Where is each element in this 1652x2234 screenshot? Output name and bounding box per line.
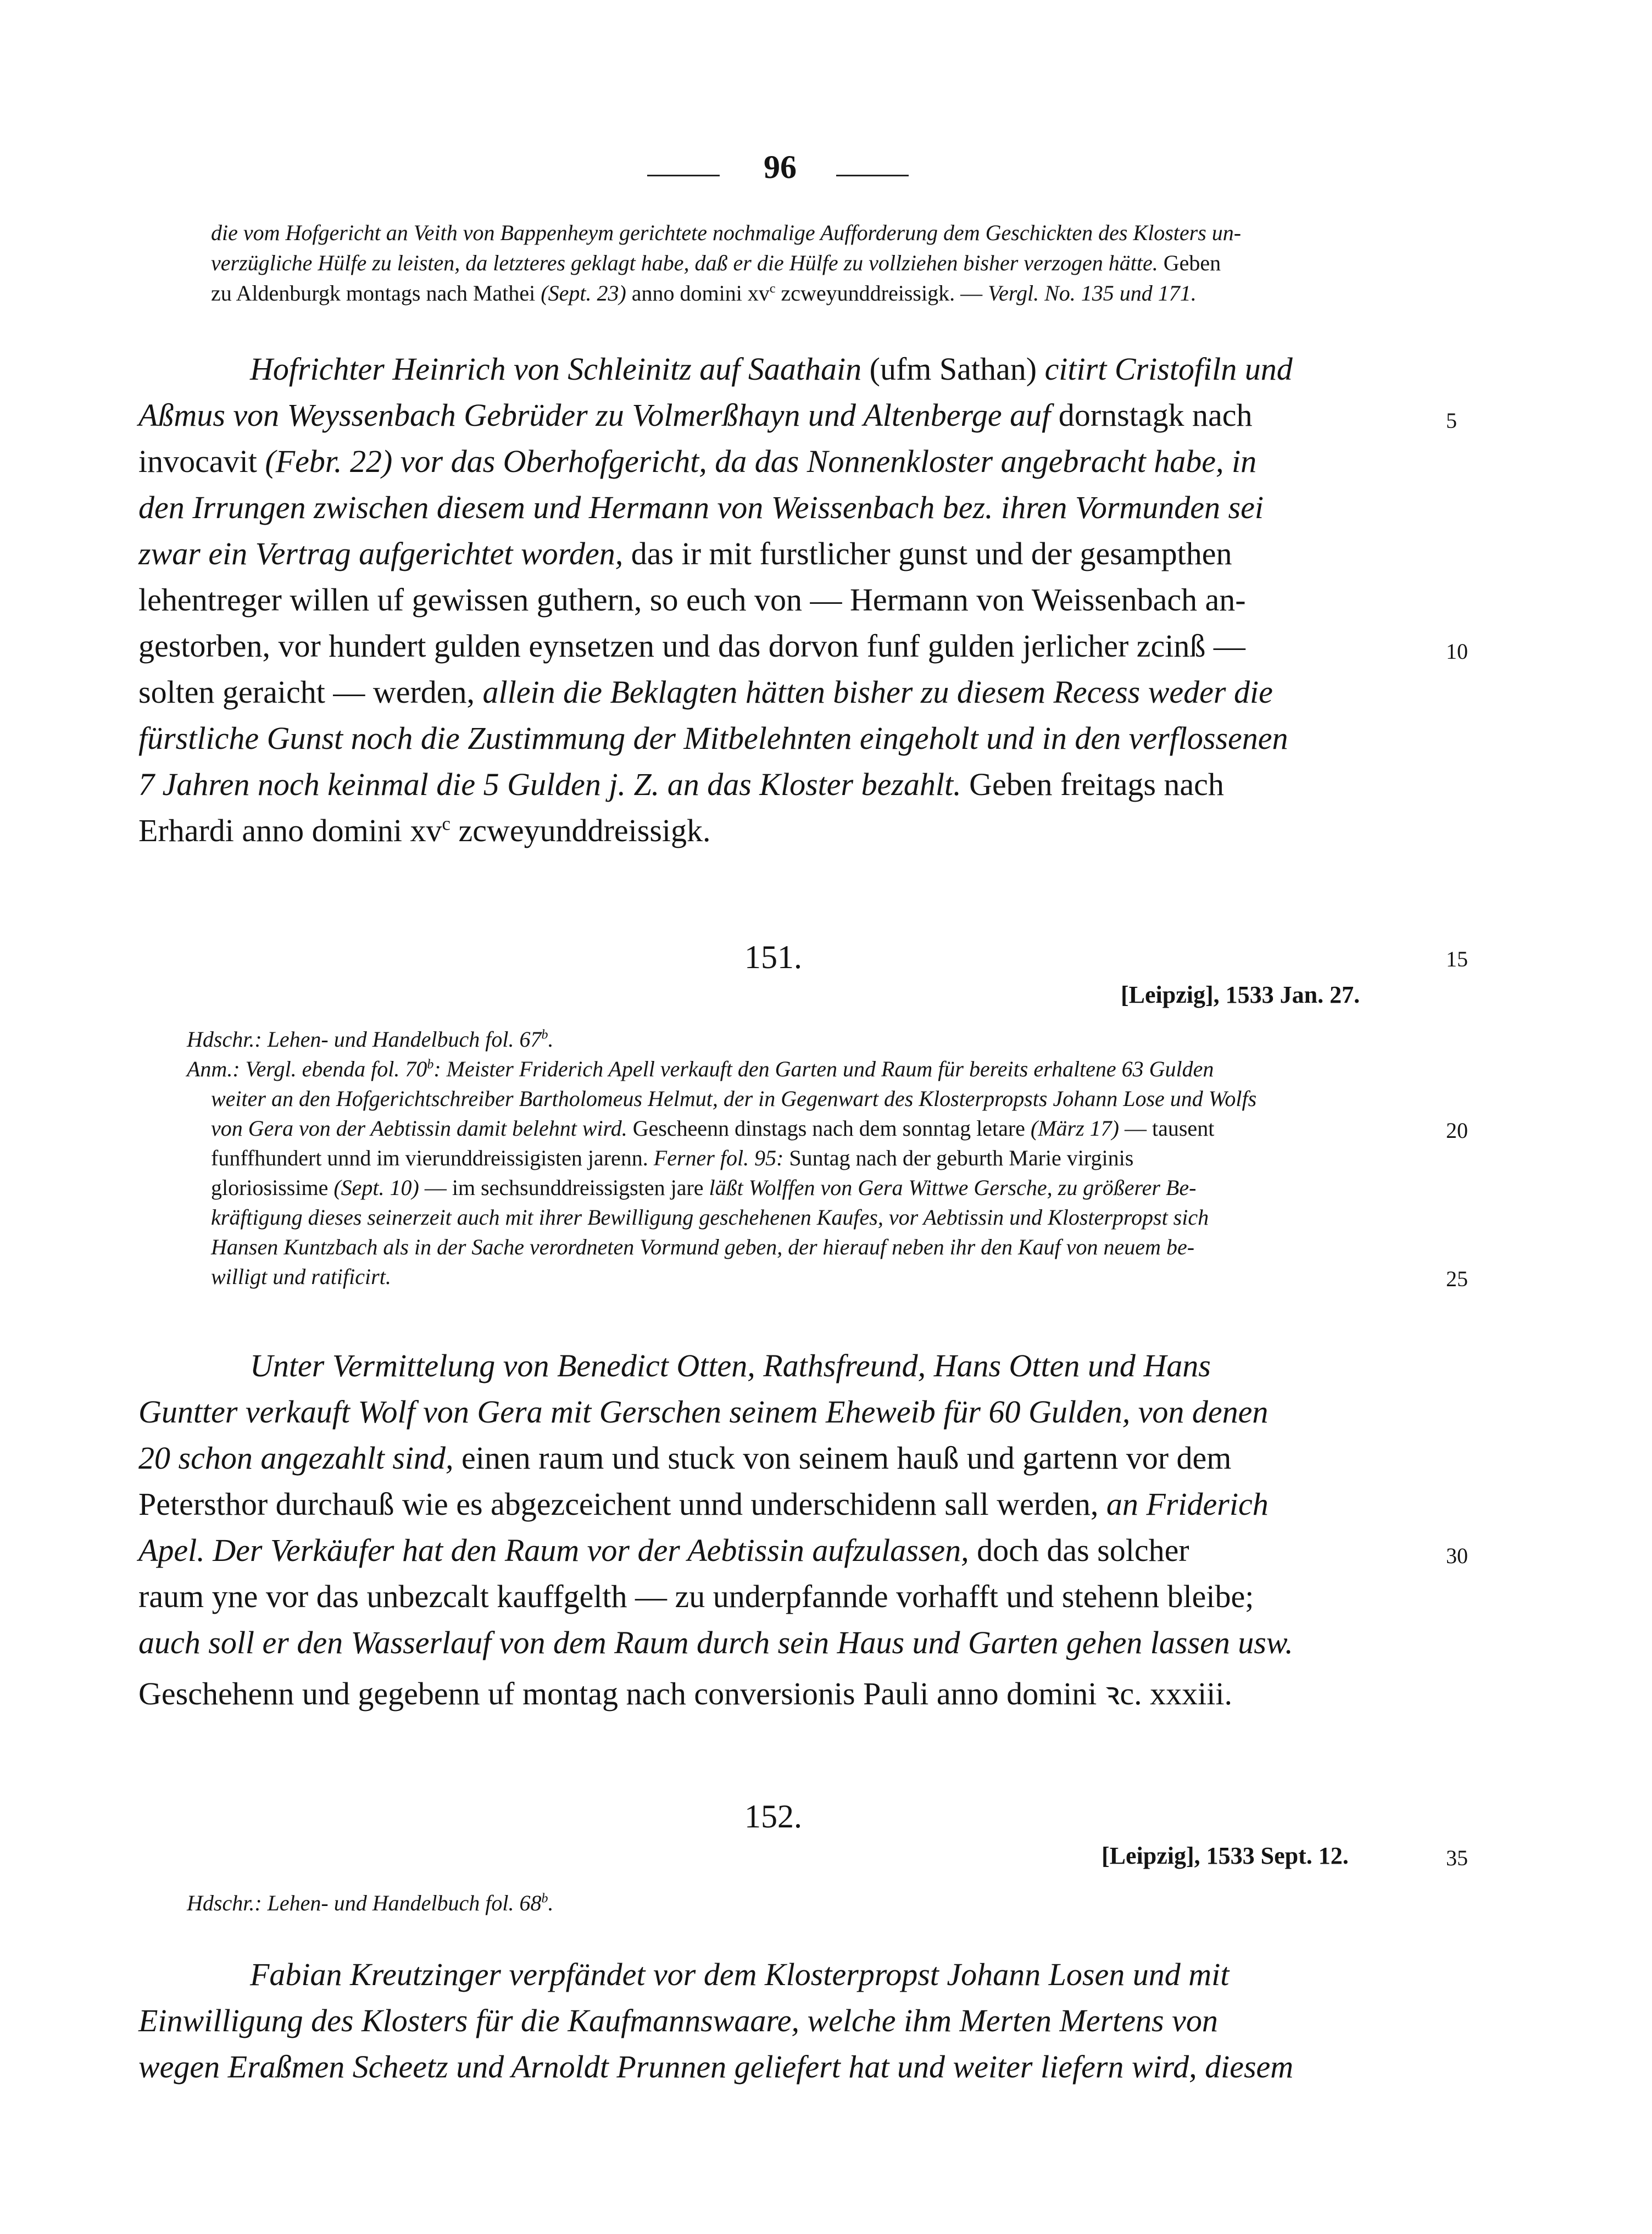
text-line [138,489,1264,526]
text-run: funffhundert unnd im vierunddreissigisten jarenn. [211,1146,654,1170]
text-run: (Febr. 22) vor das Oberhofgericht, da das Nonnenkloster angebracht habe, in [265,443,1257,479]
manuscript-note [187,1890,553,1916]
text-run: verzügliche Hülfe zu leisten, da letzteres geklagt habe, daß er die Hülfe zu vollziehen bisher verzogen hätte. [211,251,1158,275]
text-line [138,1532,1189,1569]
text-run: Guntter verkauft Wolf von Gera mit Gerschen seinem Eheweib für 60 Gulden, von denen [138,1394,1269,1430]
text-run: b [541,1027,548,1042]
text-run: (Sept. 10) [333,1175,419,1200]
text-run: . [548,1027,554,1052]
annotation-line [211,1204,1209,1230]
text-run: 7 Jahren noch keinmal die 5 Gulden j. Z. an das Kloster bezahlt. [138,766,961,802]
text-line [138,581,1246,618]
text-line [138,397,1252,434]
text-run: doch das solcher [969,1532,1189,1568]
text-run: Vergl. No. 135 und 171. [988,281,1197,305]
line-number-25: 25 [1446,1266,1468,1291]
text-run: weiter an den Hofgerichtschreiber Bartholomeus Helmut, der in Gegenwart des Klosterpropsts Johann Lose und Wolfs [211,1086,1257,1111]
header-rule-right [836,175,909,176]
text-run: Hdschr.: Lehen- und Handelbuch fol. 67 [187,1027,542,1052]
text-line [138,812,711,849]
place-date: [Leipzig], 1533 Jan. 27. [1121,981,1360,1008]
line-number-10: 10 [1446,639,1468,664]
text-run: gloriosissime [211,1175,334,1200]
text-line [211,280,1197,306]
annotation-line [211,1145,1133,1171]
text-run: willigt und ratificirt. [211,1264,391,1289]
text-run: — tausent [1119,1116,1215,1141]
line-number-15: 15 [1446,947,1468,971]
text-run: (ufm Sathan) [861,351,1045,387]
text-line [138,2048,1293,2085]
text-run: zcweyunddreissigk. [450,813,711,848]
text-run: Geben [1158,251,1221,275]
text-run: lehentreger willen uf gewissen guthern, so euch von — Hermann von Weissenbach an- [138,582,1246,618]
text-run: allein die Beklagten hätten bisher zu diesem Recess weder die [482,674,1273,710]
line-number-5: 5 [1446,408,1457,433]
annotation-line [211,1175,1196,1201]
text-run: raum yne vor das unbezcalt kauffgelth — zu underpfannde vorhafft und stehenn bleibe; [138,1579,1254,1614]
line-number-20: 20 [1446,1118,1468,1143]
header-rule-left [647,175,720,176]
text-line [250,1347,1211,1384]
text-line [138,1393,1268,1430]
text-run: Apel. Der Verkäufer hat den Raum vor der Aebtissin aufzulassen, [138,1532,969,1568]
text-run: gestorben, vor hundert gulden eynsetzen und das dorvon funf gulden jerlicher zcinß — [138,628,1245,664]
annotation-line [211,1086,1256,1112]
text-run: solten geraicht — werden, [138,674,483,710]
text-run: den Irrungen zwischen diesem und Hermann von Weissenbach bez. ihren Vormunden sei [138,490,1264,525]
text-run: Aßmus von Weyssenbach Gebrüder zu Volmerßhayn und Altenberge auf [138,397,1051,433]
text-run: Unter Vermittelung von Benedict Otten, Rathsfreund, Hans Otten und Hans [250,1348,1211,1383]
text-run: auch soll er den Wasserlauf von dem Raum durch sein Haus und Garten gehen lassen usw. [138,1625,1293,1660]
annotation-line [187,1056,1214,1082]
text-line [138,1440,1231,1476]
text-line [138,1670,1232,1714]
text-run: zcweyunddreissigk. — [775,281,988,305]
text-run: citirt Cristofiln und [1044,351,1293,387]
text-line [138,535,1232,572]
text-run: wegen Eraßmen Scheetz und Arnoldt Prunnen geliefert hat und weiter liefern wird, diesem [138,2049,1294,2085]
page-number: 96 [764,149,797,185]
text-run: Suntag nach der geburth Marie virginis [783,1146,1134,1170]
text-line [138,1624,1293,1661]
annotation-line [211,1264,391,1290]
line-number-30: 30 [1446,1543,1468,1568]
text-run: Anm.: Vergl. ebenda fol. 70 [187,1057,427,1081]
text-run: b [427,1057,434,1072]
text-line [250,351,1293,387]
text-line [138,1578,1254,1615]
text-line [138,1486,1269,1522]
text-run: Erhardi anno domini xv [138,813,442,848]
text-run: Hansen Kuntzbach als in der Sache verordneten Vormund geben, der hierauf neben ihr den Kauf von neuem be- [211,1235,1195,1259]
text-line [211,250,1221,276]
annotation-line [211,1115,1214,1141]
text-line [211,220,1241,246]
line-number-35: 35 [1446,1846,1468,1870]
document-number: 152. [744,1798,802,1835]
text-run: Hofrichter Heinrich von Schleinitz auf Saathain [250,351,862,387]
text-run: kräftigung dieses seinerzeit auch mit ihrer Bewilligung geschehenen Kaufes, vor Aebtissin und Klosterpropst sich [211,1205,1209,1230]
text-line [138,674,1273,710]
text-run: anno domini xv [626,281,770,305]
text-run: zwar ein Vertrag aufgerichtet worden, [138,536,624,571]
text-run: Petersthor durchauß wie es abgezceichent unnd underschidenn sall werden, [138,1486,1106,1522]
text-run: Gescheenn dinstags nach dem sonntag letare [627,1116,1031,1141]
text-run: von Gera von der Aebtissin damit belehnt wird. [211,1116,627,1141]
text-line [138,443,1256,480]
document-number: 151. [744,939,802,975]
text-run: dornstagk nach [1050,397,1253,433]
text-run: Geben freitags nach [961,766,1224,802]
text-run: c [769,281,776,296]
manuscript-note [187,1026,553,1052]
text-run: Ferner fol. 95: [653,1146,784,1170]
text-run: fürstliche Gunst noch die Zustimmung der Mitbelehnten eingeholt und in den verflossenen [138,720,1288,756]
text-run: Hdschr.: Lehen- und Handelbuch fol. 68 [187,1891,542,1915]
text-run: invocavit [138,443,265,479]
text-line [250,1956,1229,1993]
text-run: (Sept. 23) [541,281,626,305]
annotation-line [211,1234,1194,1260]
text-run: c [442,813,450,835]
text-run: Einwilligung des Klosters für die Kaufmannswaare, welche ihm Merten Mertens von [138,2003,1218,2038]
text-run: die vom Hofgericht an Veith von Bappenheym gerichtete nochmalige Aufforderung dem Geschickten des Klosters un- [211,220,1242,245]
text-run: : Meister Friderich Apell verkauft den Garten und Raum für bereits erhaltene 63 Gulden [433,1057,1214,1081]
place-date: [Leipzig], 1533 Sept. 12. [1102,1842,1349,1869]
text-run: — im sechsunddreissigsten jare [419,1175,709,1200]
text-run: 20 schon angezahlt sind, [138,1440,454,1476]
text-run: Geschehenn und gegebenn uf montag nach conversionis Pauli anno domini ꝛc. xxxiii. [138,1676,1232,1711]
text-line [138,766,1224,803]
text-run: Fabian Kreutzinger verpfändet vor dem Klosterpropst Johann Losen und mit [250,1957,1230,1992]
text-run: b [541,1891,548,1906]
text-line [138,627,1245,664]
text-run: zu Aldenburgk montags nach Mathei [211,281,541,305]
text-line [138,720,1288,757]
text-run: einen raum und stuck von seinem hauß und gartenn vor dem [453,1440,1232,1476]
text-run: . [548,1891,554,1915]
text-run: (März 17) [1030,1116,1119,1141]
text-line [138,2002,1218,2039]
text-run: das ir mit furstlicher gunst und der gesampthen [623,536,1232,571]
text-run: läßt Wolffen von Gera Wittwe Gersche, zu größerer Be- [709,1175,1197,1200]
text-run: an Friderich [1106,1486,1269,1522]
